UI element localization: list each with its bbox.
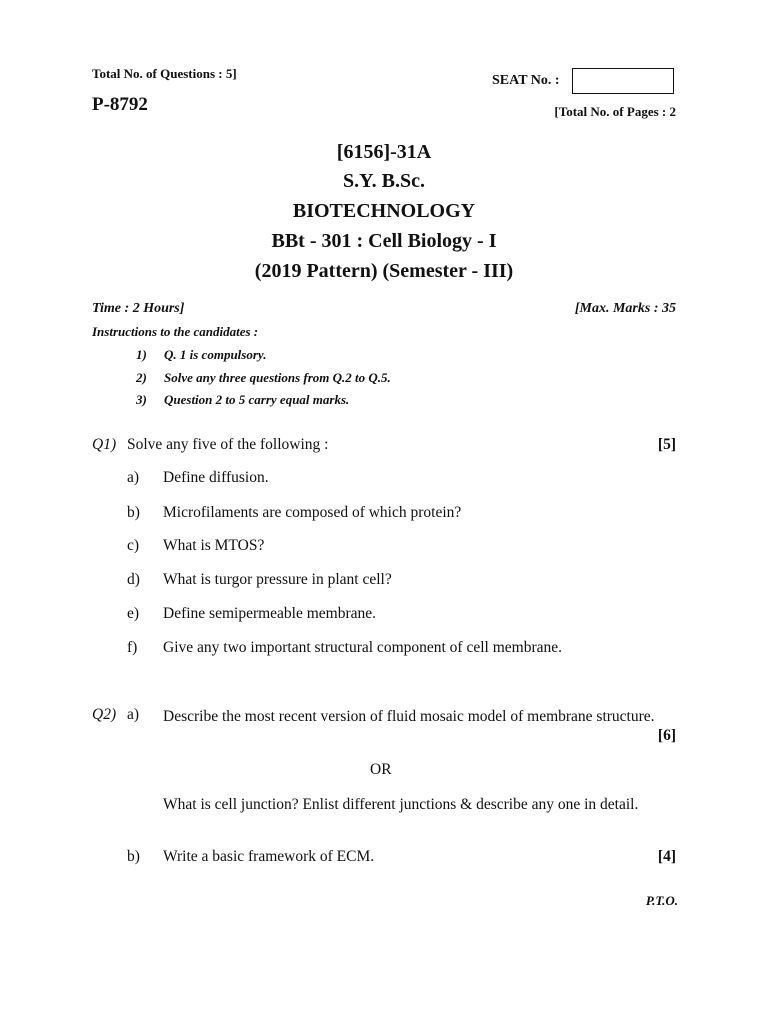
subject-name: BIOTECHNOLOGY [292,200,476,222]
seat-number-label: SEAT No. : [492,73,560,88]
sub-question-text: Define semipermeable membrane. [163,605,377,622]
sub-question-label: c) [127,537,140,554]
sub-question-text: What is MTOS? [163,537,265,554]
sub-question-text: What is turgor pressure in plant cell? [163,571,392,588]
paper-title: BBt - 301 : Cell Biology - I [271,230,497,252]
sub-question-label: a) [127,706,140,723]
sub-question-label: f) [127,639,138,656]
paper-code: P-8792 [92,94,148,115]
please-turn-over: P.T.O. [645,893,678,908]
question-number: Q1) [92,436,117,453]
max-marks: [Max. Marks : 35 [574,301,676,316]
instructions-heading: Instructions to the candidates : [92,324,259,339]
sub-question-text: Describe the most recent version of fluid mosaic model of membrane structure. [163,708,655,725]
instruction-number: 1) [136,347,147,362]
question-marks: [5] [657,436,676,453]
alternative-question-text: What is cell junction? Enlist different junctions & describe any one in detail. [163,796,639,813]
exam-time: Time : 2 Hours] [92,301,185,316]
instruction-number: 3) [136,392,147,407]
instruction-number: 2) [136,370,147,385]
question-marks: [6] [657,727,676,744]
seat-number-box[interactable] [572,68,674,94]
question-text: Solve any five of the following : [127,436,329,453]
pattern-semester: (2019 Pattern) (Semester - III) [254,260,514,282]
instruction-text: Q. 1 is compulsory. [164,347,267,362]
sub-question-label: d) [127,571,140,588]
sub-question-label: b) [127,848,140,865]
sub-question-label: e) [127,605,140,622]
instruction-text: Question 2 to 5 carry equal marks. [164,392,350,407]
sub-question-label: a) [127,469,140,486]
or-separator: OR [370,761,392,778]
exam-code: [6156]-31A [336,141,432,163]
course-name: S.Y. B.Sc. [342,170,426,192]
sub-question-text: Write a basic framework of ECM. [163,848,375,865]
question-number: Q2) [92,706,117,723]
sub-question-text: Microfilaments are composed of which protein? [163,504,462,521]
sub-question-label: b) [127,504,140,521]
total-questions: Total No. of Questions : 5] [92,66,237,81]
total-pages: [Total No. of Pages : 2 [554,104,676,119]
instruction-text: Solve any three questions from Q.2 to Q.5. [164,370,391,385]
sub-question-text: Give any two important structural component of cell membrane. [163,639,563,656]
question-marks: [4] [657,848,676,865]
sub-question-text: Define diffusion. [163,469,269,486]
